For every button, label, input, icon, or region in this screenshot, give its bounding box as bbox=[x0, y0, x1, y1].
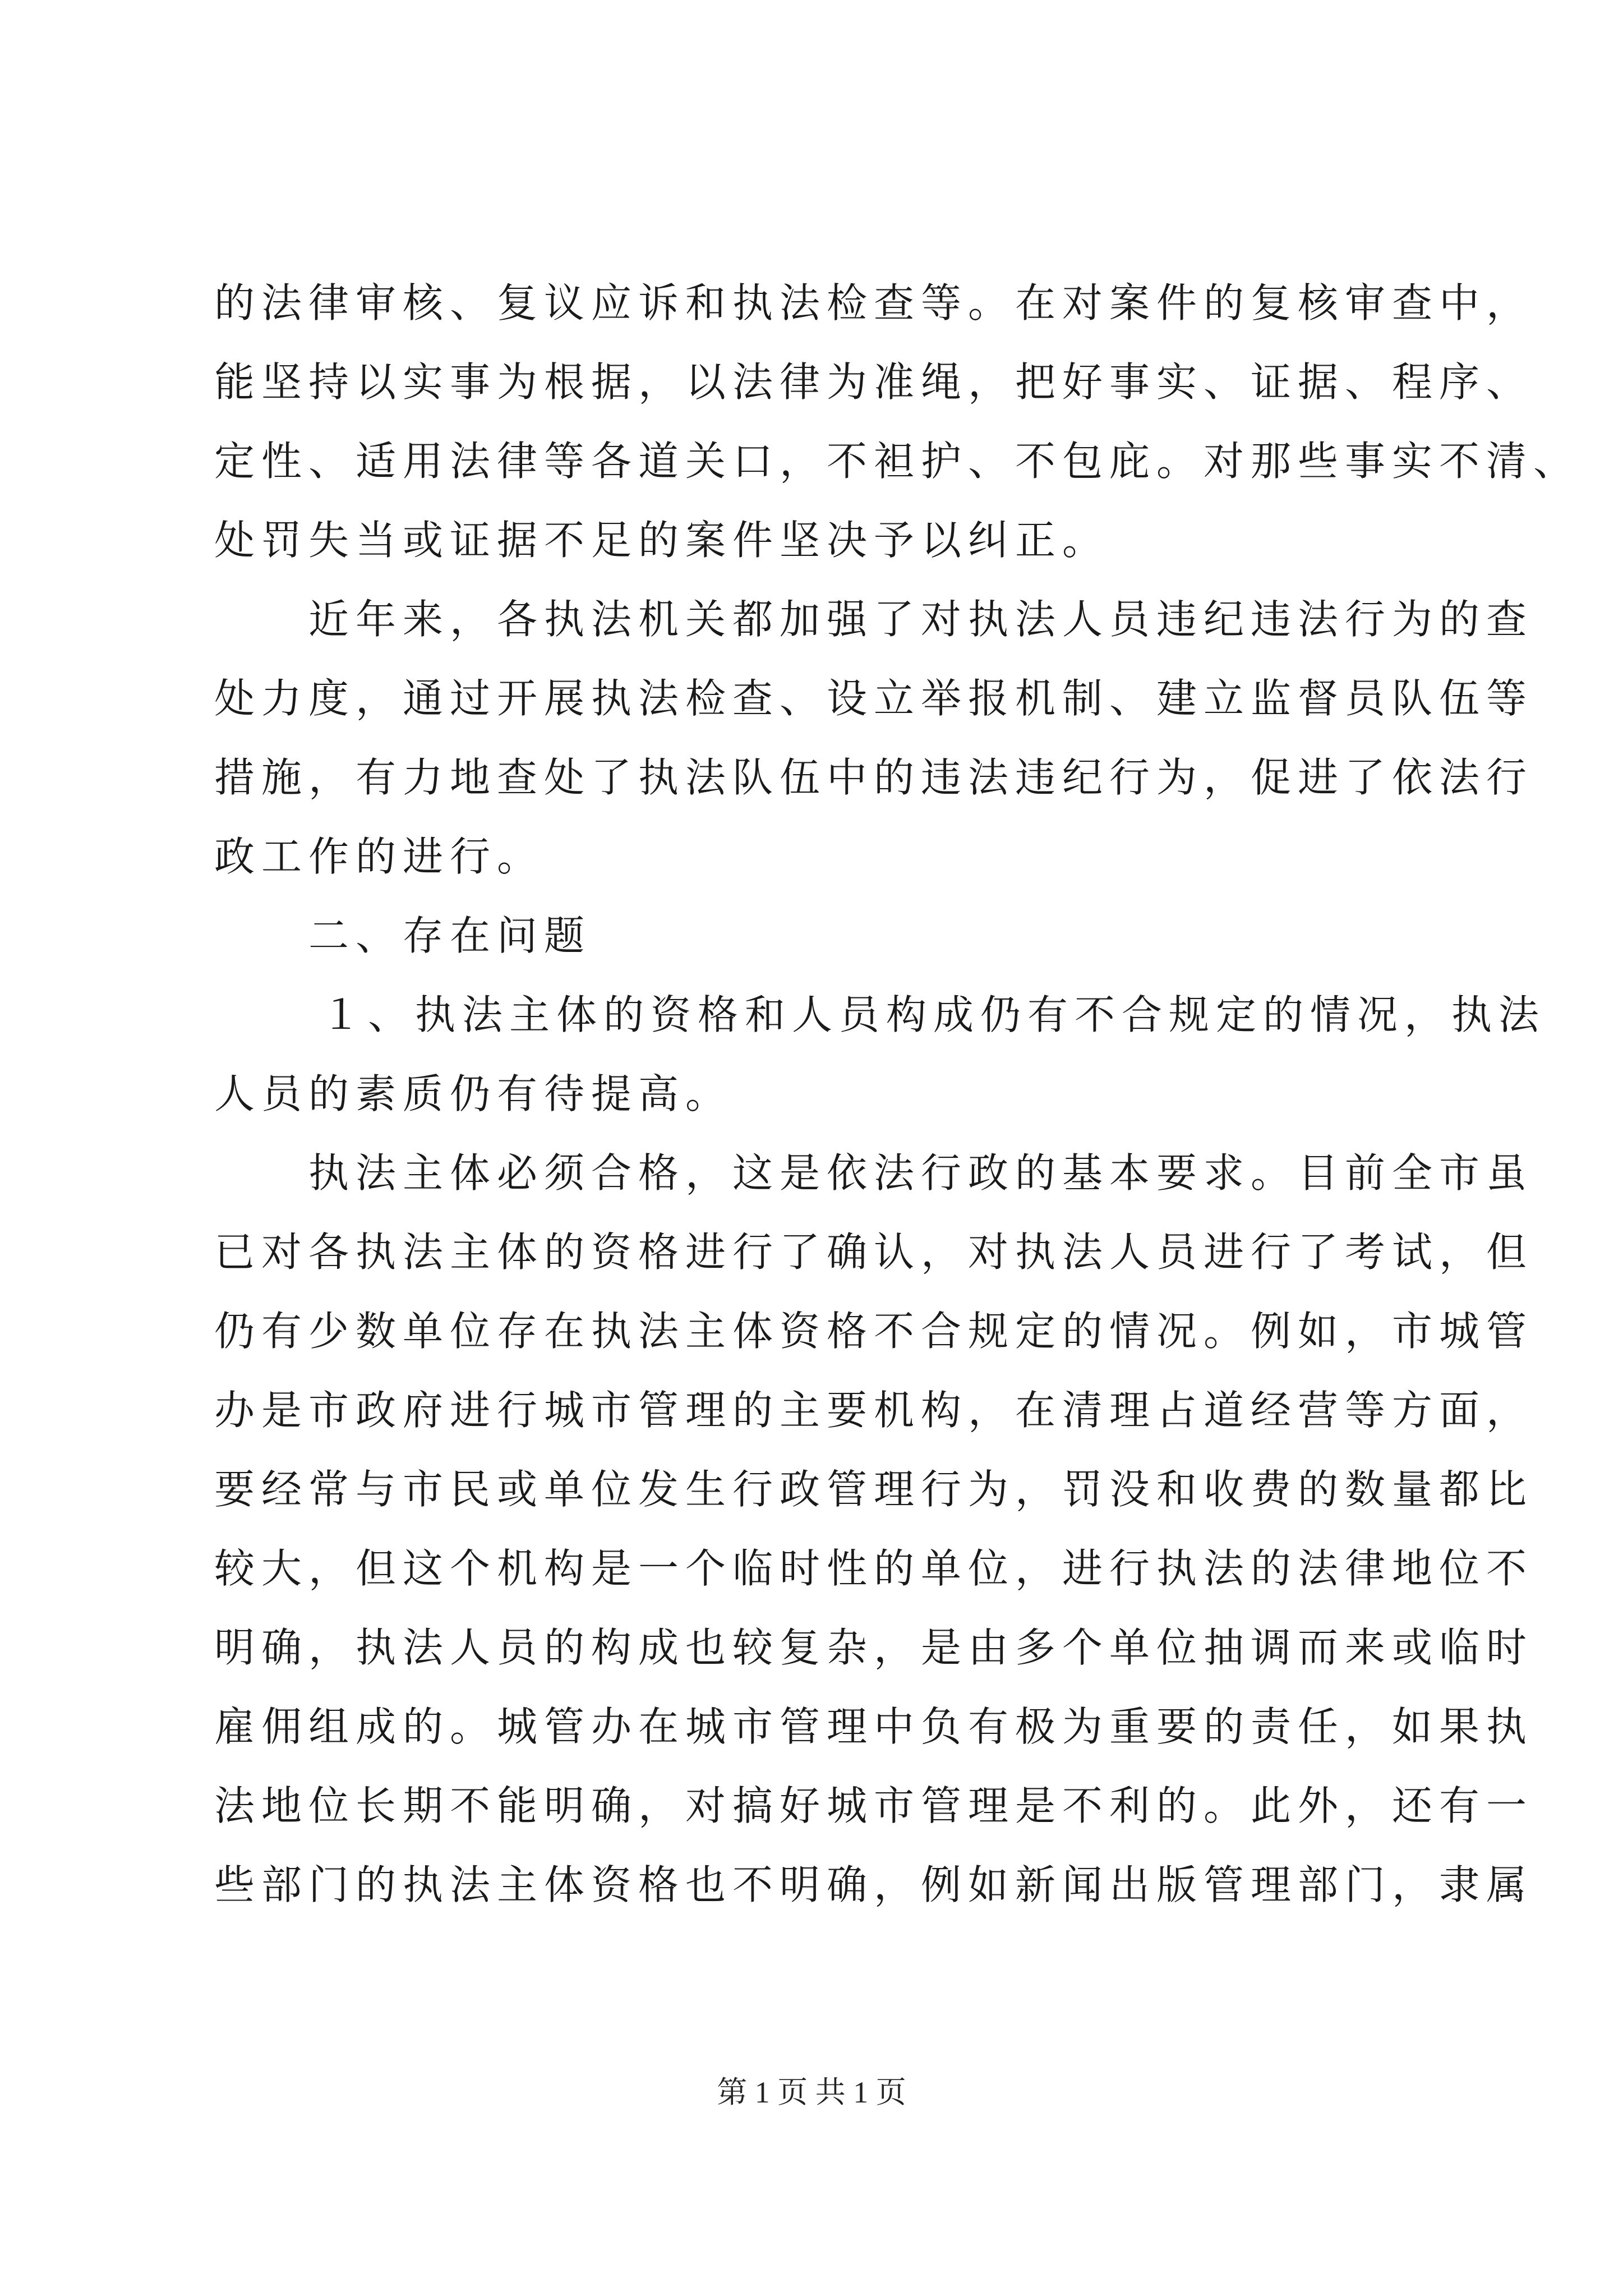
text-line: 较大，但这个机构是一个临时性的单位，进行执法的法律地位不 bbox=[214, 1545, 1534, 1592]
text-line: 的法律审核、复议应诉和执法检查等。在对案件的复核审查中， bbox=[214, 279, 1534, 326]
text-line: 措施，有力地查处了执法队伍中的违法违纪行为，促进了依法行 bbox=[214, 754, 1534, 801]
text-line: 人员的素质仍有待提高。 bbox=[214, 1070, 733, 1117]
text-line: 明确，执法人员的构成也较复杂，是由多个单位抽调而来或临时 bbox=[214, 1624, 1534, 1671]
text-line: 雇佣组成的。城管办在城市管理中负有极为重要的责任，如果执 bbox=[214, 1703, 1534, 1750]
text-line: 法地位长期不能明确，对搞好城市管理是不利的。此外，还有一 bbox=[214, 1782, 1534, 1829]
text-line: 处罚失当或证据不足的案件坚决予以纠正。 bbox=[214, 517, 1110, 564]
text-line: 仍有少数单位存在执法主体资格不合规定的情况。例如，市城管 bbox=[214, 1308, 1534, 1355]
text-line: 已对各执法主体的资格进行了确认，对执法人员进行了考试，但 bbox=[214, 1228, 1534, 1276]
text-line: 近年来，各执法机关都加强了对执法人员违纪违法行为的查 bbox=[308, 596, 1534, 643]
text-line: １、执法主体的资格和人员构成仍有不合规定的情况，执法 bbox=[321, 991, 1546, 1038]
page-number-footer: 第 1 页 共 1 页 bbox=[717, 2076, 906, 2109]
text-line: 办是市政府进行城市管理的主要机构，在清理占道经营等方面， bbox=[214, 1387, 1534, 1434]
text-line: 处力度，通过开展执法检查、设立举报机制、建立监督员队伍等 bbox=[214, 675, 1534, 722]
text-line: 政工作的进行。 bbox=[214, 833, 545, 880]
text-line: 要经常与市民或单位发生行政管理行为，罚没和收费的数量都比 bbox=[214, 1466, 1534, 1513]
text-line: 能坚持以实事为根据，以法律为准绳，把好事实、证据、程序、 bbox=[214, 358, 1534, 406]
text-line: 执法主体必须合格，这是依法行政的基本要求。目前全市虽 bbox=[308, 1149, 1534, 1197]
body-text bbox=[214, 264, 1581, 1925]
text-line: 些部门的执法主体资格也不明确，例如新闻出版管理部门，隶属 bbox=[214, 1861, 1534, 1908]
section-heading: 二、存在问题 bbox=[308, 912, 592, 959]
text-line: 定性、适用法律等各道关口，不袒护、不包庇。对那些事实不清、 bbox=[214, 438, 1581, 485]
